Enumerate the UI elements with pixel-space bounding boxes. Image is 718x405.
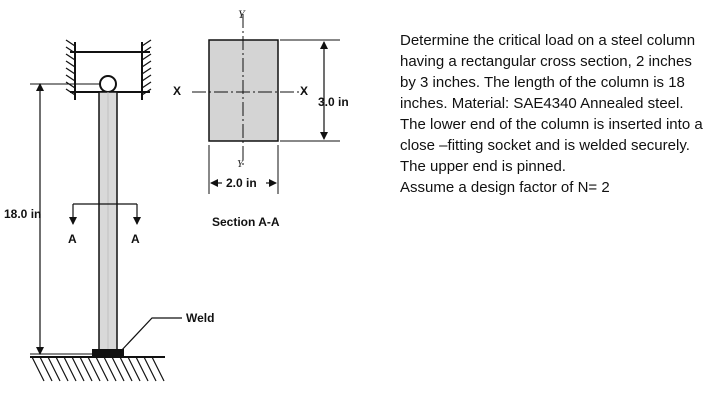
design-factor-note: Assume a design factor of N= 2 (400, 179, 610, 196)
problem-statement: Determine the critical load on a steel column having a rectangular cross section, 2 inches by 3 inches. The length of the column is 18 inches. Material: SAE4340 Annealed steel. The lower end of the column is inserted into a close –fitting socket and is welded securely. The upper end is pinned. (400, 32, 703, 175)
steel-column (99, 92, 117, 354)
x-axis-label-left: X (173, 84, 182, 98)
cut-letter-left: A (68, 232, 77, 246)
problem-text (400, 30, 705, 198)
width-label: 2.0 in (226, 176, 257, 190)
top-pin-support (66, 40, 151, 100)
cross-section (192, 14, 309, 168)
height-dimension (280, 40, 340, 141)
y-axis-label-bottom: Y (237, 158, 244, 170)
height-label: 3.0 in (318, 95, 349, 109)
weld-leader (120, 318, 182, 352)
cut-letter-right: A (131, 232, 140, 246)
section-caption: Section A-A (212, 215, 280, 229)
y-axis-label-top: Y (238, 7, 245, 21)
pin-icon (100, 76, 116, 92)
weld-label: Weld (186, 311, 215, 325)
x-axis-label-right: X (300, 84, 309, 98)
length-label: 18.0 in (4, 207, 42, 221)
